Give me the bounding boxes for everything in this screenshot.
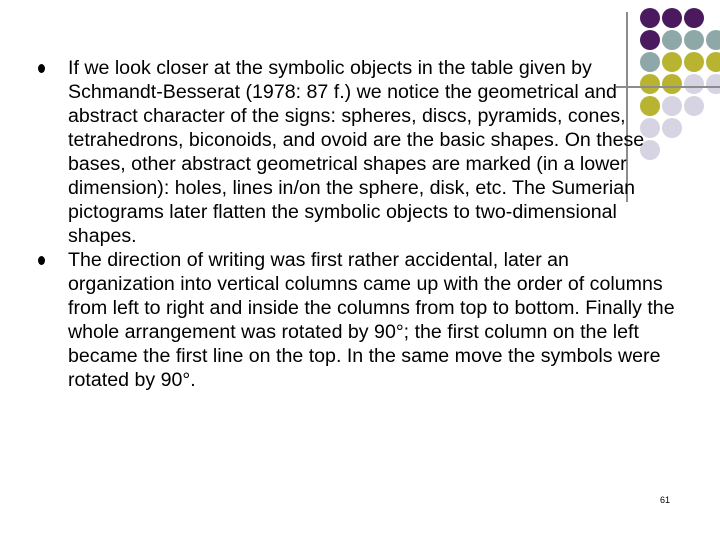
decor-dot — [640, 30, 660, 50]
decor-dot — [640, 8, 660, 28]
decor-dot — [684, 96, 704, 116]
decor-dot — [706, 52, 720, 72]
bullet-text: If we look closer at the symbolic objects in the table given by Schmandt-Besserat (1978: 87 f.) we notice the geometrical and abstract character of the signs: spheres, discs, pyramids, cones, tetrahedrons, biconoids, and ovoid are the basic shapes. On these bases, other abstract geometrical shapes are marked (in a lower dimension): holes, lines in/on the sphere, disk, etc. The Sumerian pictograms later flatten the symbolic objects to two-dimensional shapes. — [68, 57, 645, 247]
bullet-item — [38, 248, 678, 392]
decor-dot — [662, 8, 682, 28]
decor-dot — [684, 8, 704, 28]
decor-dot — [706, 30, 720, 50]
decor-dot — [662, 30, 682, 50]
bullet-list — [38, 56, 678, 392]
page-number: 61 — [660, 495, 671, 505]
decor-dot — [684, 52, 704, 72]
decor-dot — [706, 74, 720, 94]
bullet-text: The direction of writing was first rather accidental, later an organization into vertical columns came up with the order of columns from left to right and inside the columns from top to bottom. Finally the whole arrangement was rotated by 90°; the first column on the left became the first line on the top. In the same move the symbols were rotated by 90°. — [68, 249, 675, 391]
decor-dot — [684, 74, 704, 94]
decor-dot — [684, 30, 704, 50]
bullet-item — [38, 56, 678, 248]
bullet-dot-icon — [38, 256, 45, 265]
bullet-dot-icon — [38, 64, 45, 73]
